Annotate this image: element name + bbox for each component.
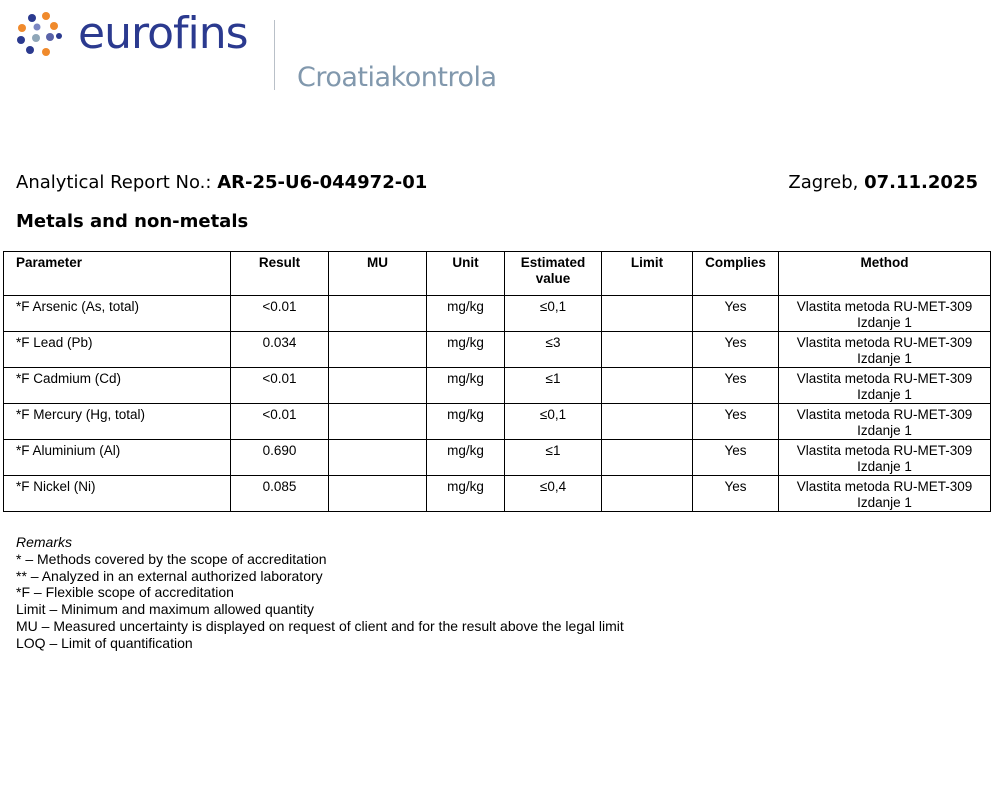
cell-parameter: *F Mercury (Hg, total) [4,404,231,440]
eurofins-logo-icon [16,10,76,60]
remark-line: *F – Flexible scope of accreditation [16,584,234,601]
cell-estimated: ≤0,4 [505,476,602,512]
report-label: Analytical Report No.: [16,172,218,193]
report-place: Zagreb, [788,172,865,193]
table-row [4,404,991,440]
col-complies: Complies [693,252,779,296]
table-row [4,368,991,404]
remark-line: LOQ – Limit of quantification [16,634,193,651]
method-line: Vlastita metoda RU-MET-309 [796,479,973,494]
cell-result: <0.01 [231,404,329,440]
cell-result: 0.034 [231,332,329,368]
cell-estimated: ≤0,1 [505,404,602,440]
table-row [4,476,991,512]
cell-unit: mg/kg [427,368,505,404]
cell-parameter: *F Arsenic (As, total) [4,296,231,332]
cell-method [779,404,991,440]
cell-method [779,332,991,368]
subsidiary-name: Croatiakontrola [297,62,497,93]
cell-mu [329,332,427,368]
cell-unit: mg/kg [427,404,505,440]
table-row [4,332,991,368]
cell-estimated: ≤3 [505,332,602,368]
report-id: AR-25-U6-044972-01 [217,172,428,193]
remark-line: ** – Analyzed in an external authorized laboratory [16,567,323,584]
cell-mu [329,368,427,404]
cell-mu [329,476,427,512]
method-line: Vlastita metoda RU-MET-309 [796,371,973,386]
method-line: Vlastita metoda RU-MET-309 [796,335,973,350]
method-line: Vlastita metoda RU-MET-309 [796,443,973,458]
cell-limit [602,296,693,332]
method-line: Izdanje 1 [857,351,912,366]
cell-complies: Yes [693,296,779,332]
method-line: Izdanje 1 [857,495,912,510]
method-line: Izdanje 1 [857,459,912,474]
cell-result: <0.01 [231,296,329,332]
cell-limit [602,404,693,440]
cell-unit: mg/kg [427,440,505,476]
method-line: Izdanje 1 [857,387,912,402]
col-limit: Limit [602,252,693,296]
remark-line: * – Methods covered by the scope of accreditation [16,550,327,567]
method-line: Izdanje 1 [857,315,912,330]
report-date [788,172,978,193]
col-mu: MU [329,252,427,296]
cell-mu [329,296,427,332]
remark-line: Limit – Minimum and maximum allowed quantity [16,601,314,618]
cell-complies: Yes [693,368,779,404]
brand-name: eurofins [78,8,248,59]
col-unit: Unit [427,252,505,296]
cell-unit: mg/kg [427,296,505,332]
cell-limit [602,368,693,404]
cell-unit: mg/kg [427,332,505,368]
section-title: Metals and non-metals [16,211,249,232]
cell-parameter: *F Lead (Pb) [4,332,231,368]
cell-result: 0.690 [231,440,329,476]
results-table [3,251,991,512]
col-result: Result [231,252,329,296]
cell-method [779,440,991,476]
cell-result: 0.085 [231,476,329,512]
col-parameter: Parameter [4,252,231,296]
remarks-title: Remarks [16,534,73,550]
cell-complies: Yes [693,404,779,440]
cell-limit [602,440,693,476]
report-date-value: 07.11.2025 [864,172,978,193]
cell-complies: Yes [693,440,779,476]
cell-method [779,296,991,332]
cell-parameter: *F Cadmium (Cd) [4,368,231,404]
method-line: Vlastita metoda RU-MET-309 [796,407,973,422]
cell-mu [329,440,427,476]
cell-limit [602,476,693,512]
cell-unit: mg/kg [427,476,505,512]
table-row [4,440,991,476]
method-line: Izdanje 1 [857,423,912,438]
cell-result: <0.01 [231,368,329,404]
cell-estimated: ≤0,1 [505,296,602,332]
logo-divider [274,20,275,90]
method-line: Vlastita metoda RU-MET-309 [796,299,973,314]
remarks [16,534,624,652]
cell-complies: Yes [693,476,779,512]
cell-parameter: *F Aluminium (Al) [4,440,231,476]
cell-limit [602,332,693,368]
table-header [4,252,991,296]
col-estimated: Estimated value [505,252,602,296]
remark-line: MU – Measured uncertainty is displayed on request of client and for the result above the legal limit [16,617,624,634]
report-number [16,172,427,193]
col-method: Method [779,252,991,296]
cell-estimated: ≤1 [505,440,602,476]
cell-estimated: ≤1 [505,368,602,404]
cell-parameter: *F Nickel (Ni) [4,476,231,512]
cell-method [779,368,991,404]
cell-method [779,476,991,512]
cell-complies: Yes [693,332,779,368]
cell-mu [329,404,427,440]
table-row [4,296,991,332]
